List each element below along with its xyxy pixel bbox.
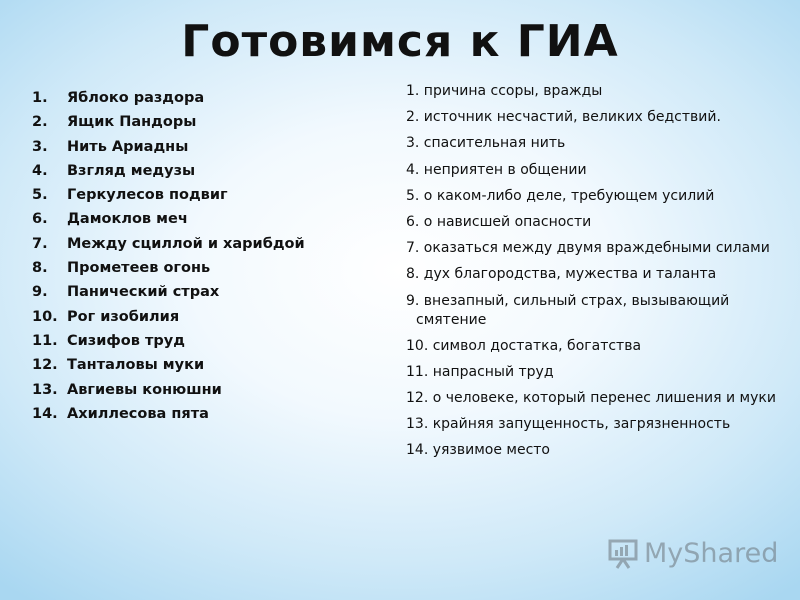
idiom-text: Дамоклов меч [67,211,188,228]
meaning-item: 3. спасительная нить [406,135,566,152]
idiom-text: Между сциллой и харибдой [67,235,305,252]
meanings-list [406,82,790,468]
meaning-item: 14. уязвимое место [406,442,550,459]
idiom-number: 1. [32,90,48,106]
idiom-text: Геркулесов подвиг [67,187,228,204]
idiom-number: 7. [32,235,48,252]
idiom-text: Сизифов труд [67,332,185,349]
idiom-text: Яблоко раздора [67,90,205,106]
idiom-item [32,329,305,353]
meaning-item: 7. оказаться между двумя враждебными силами [406,240,770,257]
idiom-item [32,256,305,280]
idiom-number: 14. [32,405,58,422]
idiom-item [32,86,305,110]
idiom-item [32,135,305,159]
idiom-number: 4. [32,162,48,179]
idiom-text: Рог изобилия [67,308,180,325]
idiom-text: Панический страх [67,284,220,301]
idiom-text: Танталовы муки [67,357,205,374]
idiom-item [32,353,305,377]
meaning-item: 11. напрасный труд [406,363,554,380]
slide-title: Готовимся к ГИА [181,16,619,67]
idiom-item [32,402,305,426]
idioms-list [32,86,305,426]
meaning-item: 12. о человеке, который перенес лишения и муки [406,390,776,407]
idiom-item [32,110,305,134]
idiom-text: Ящик Пандоры [67,114,197,131]
idiom-number: 9. [32,284,48,301]
watermark-text: MyShared [644,537,779,569]
idiom-text: Авгиевы конюшни [67,381,222,398]
idiom-item [32,232,305,256]
idiom-number: 2. [32,114,48,131]
meaning-item: 9. внезапный, сильный страх, вызывающий смятение [406,292,730,328]
presentation-board-icon [606,535,642,571]
idiom-item [32,280,305,304]
idiom-number: 12. [32,357,58,374]
meaning-item: 4. неприятен в общении [406,161,587,178]
idiom-number: 13. [32,381,58,398]
idiom-number: 11. [32,332,58,349]
meaning-item: 6. о нависшей опасности [406,213,592,230]
idiom-number: 3. [32,138,48,155]
idiom-item [32,207,305,231]
idiom-text: Ахиллесова пята [67,405,209,422]
meaning-item: 13. крайняя запущенность, загрязненность [406,416,731,433]
idiom-number: 5. [32,187,48,204]
idiom-item [32,305,305,329]
meaning-item: 8. дух благородства, мужества и таланта [406,266,717,283]
meaning-item: 2. источник несчастий, великих бедствий. [406,109,721,126]
myshared-watermark [606,533,779,573]
idiom-number: 6. [32,211,48,228]
meaning-item: 1. причина ссоры, вражды [406,83,603,99]
idiom-number: 8. [32,260,48,277]
idiom-item [32,159,305,183]
idiom-text: Взгляд медузы [67,162,196,179]
idiom-text: Прометеев огонь [67,260,211,277]
idiom-text: Нить Ариадны [67,138,189,155]
idiom-item [32,378,305,402]
meaning-item: 10. символ достатка, богатства [406,337,642,354]
idiom-number: 10. [32,308,58,325]
idiom-item [32,183,305,207]
meaning-item: 5. о каком-либо деле, требующем усилий [406,187,715,204]
